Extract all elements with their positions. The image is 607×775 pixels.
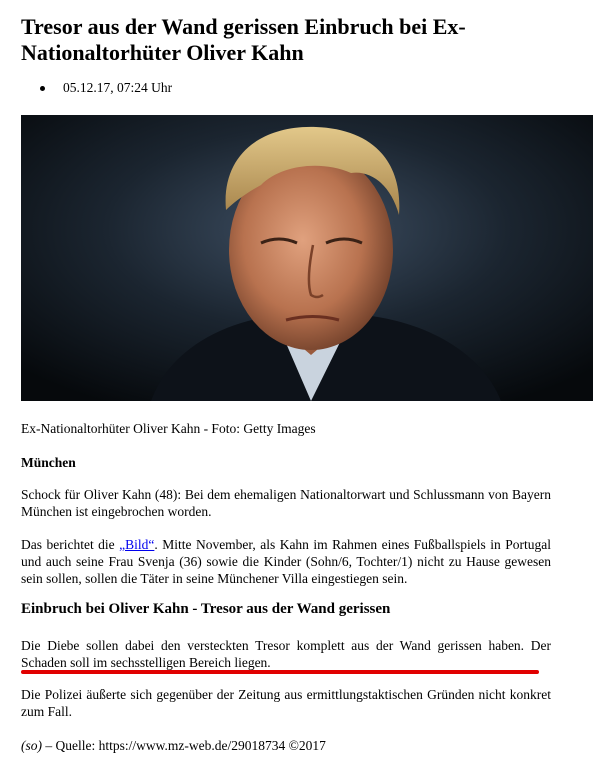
red-underline <box>21 670 539 674</box>
date-item <box>21 80 172 96</box>
paragraph-3: Die Diebe sollen dabei den versteckten Tresor komplett aus der Wand gerissen haben. Der Schaden soll im sechsstelligen Bereich liegen. <box>21 638 551 670</box>
location-label: München <box>21 455 76 470</box>
source-text: – Quelle: https://www.mz-web.de/29018734 ©2017 <box>42 738 326 753</box>
meta-list <box>21 80 172 96</box>
paragraph-2 <box>21 536 551 587</box>
article-headline: Tresor aus der Wand gerissen Einbruch bei Ex-Nationaltorhüter Oliver Kahn <box>21 14 466 65</box>
source-line <box>21 738 326 754</box>
author-initials: (so) <box>21 738 42 753</box>
bullet-icon <box>40 86 45 91</box>
section-heading: Einbruch bei Oliver Kahn - Tresor aus der Wand gerissen <box>21 601 391 617</box>
paragraph-1: Schock für Oliver Kahn (48): Bei dem ehemaligen Nationaltorwart und Schlussmann von Bayern München ist eingebrochen worden. <box>21 487 551 519</box>
paragraph-2-intro: Das berichtet die <box>21 537 120 552</box>
paragraph-2-rest: . Mitte November, als Kahn im Rahmen eines Fußballspiels in Portugal und auch seine Frau Svenja (36) sowie die Kinder (Sohn/6, Tochter/1) nicht zu Hause gewesen sein sollen, sollen die Täter in seine Münchener Villa eingestiegen sein. <box>21 537 551 586</box>
paragraph-4: Die Polizei äußerte sich gegenüber der Zeitung aus ermittlungstaktischen Gründen nicht konkret zum Fall. <box>21 687 551 719</box>
article-photo <box>21 115 593 401</box>
publish-date: 05.12.17, 07:24 Uhr <box>63 80 173 95</box>
bild-link[interactable]: „Bild“ <box>119 537 155 552</box>
photo-caption: Ex-Nationaltorhüter Oliver Kahn - Foto: Getty Images <box>21 421 316 436</box>
